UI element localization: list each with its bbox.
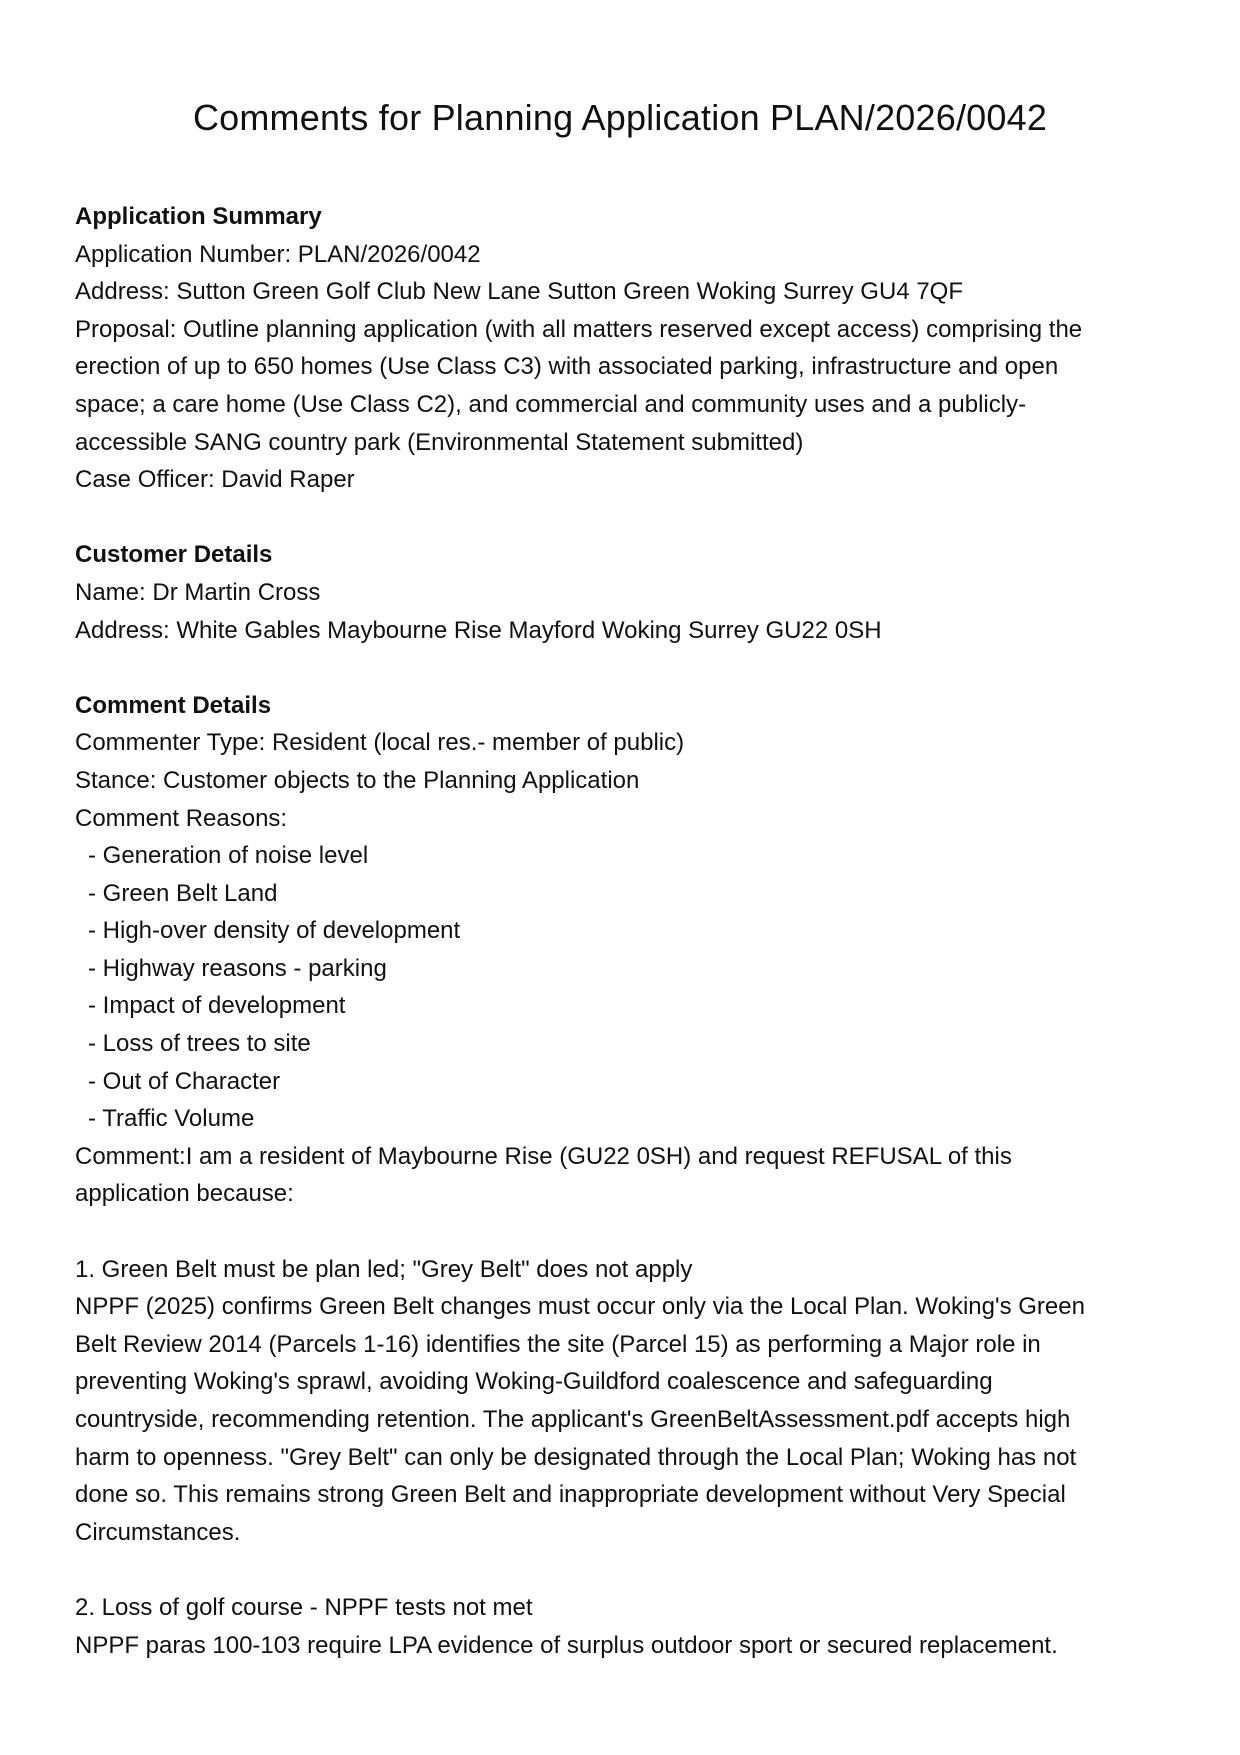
- section-spacer: [75, 649, 1175, 687]
- proposal-line: erection of up to 650 homes (Use Class C3) with associated parking, infrastructure and open: [75, 353, 1059, 381]
- document-body: [75, 198, 1175, 1664]
- comment-reasons-label: Comment Reasons:: [75, 804, 288, 832]
- commenter-type: Commenter Type: Resident (local res.- member of public): [75, 729, 685, 757]
- application-address: Address: Sutton Green Golf Club New Lane Sutton Green Woking Surrey GU4 7QF: [75, 278, 963, 306]
- customer-name: Name: Dr Martin Cross: [75, 578, 321, 606]
- list-item: - High-over density of development: [88, 917, 461, 945]
- comment-details-heading: Comment Details: [75, 691, 272, 719]
- point-1-line: countryside, recommending retention. The applicant's GreenBeltAssessment.pdf accepts high: [75, 1406, 1071, 1433]
- page-title: Comments for Planning Application PLAN/2026/0042: [192, 97, 1048, 138]
- application-summary-heading: Application Summary: [75, 203, 322, 230]
- section-spacer: [75, 499, 1175, 537]
- list-item: - Green Belt Land: [88, 879, 278, 907]
- proposal-line: accessible SANG country park (Environmental Statement submitted): [75, 428, 804, 456]
- list-item: - Highway reasons - parking: [88, 954, 387, 982]
- point-1-line: NPPF (2025) confirms Green Belt changes must occur only via the Local Plan. Woking's Green: [75, 1293, 1085, 1321]
- customer-address: Address: White Gables Maybourne Rise Mayford Woking Surrey GU22 0SH: [75, 616, 882, 644]
- comment-intro-line: Comment:I am a resident of Maybourne Rise (GU22 0SH) and request REFUSAL of this: [75, 1142, 1012, 1170]
- list-item: - Loss of trees to site: [88, 1030, 311, 1058]
- list-item: - Impact of development: [88, 992, 346, 1020]
- paragraph-spacer: [75, 1213, 1175, 1251]
- proposal-line: space; a care home (Use Class C2), and commercial and community uses and a publicly-: [75, 390, 1027, 418]
- application-summary-section: [75, 198, 1175, 499]
- customer-details-section: [75, 536, 1175, 649]
- list-item: - Generation of noise level: [88, 842, 369, 870]
- point-2-line: NPPF paras 100-103 require LPA evidence of surplus outdoor sport or secured replacement.: [75, 1631, 1058, 1659]
- list-item: - Traffic Volume: [88, 1105, 255, 1133]
- point-1-line: harm to openness. "Grey Belt" can only be designated through the Local Plan; Woking has not: [75, 1443, 1077, 1471]
- point-1-line: Belt Review 2014 (Parcels 1-16) identifies the site (Parcel 15) as performing a Major role in: [75, 1330, 1041, 1358]
- stance: Stance: Customer objects to the Planning Application: [75, 766, 640, 794]
- comment-details-section: [75, 687, 1175, 1664]
- point-1-line: Circumstances.: [75, 1518, 241, 1546]
- comment-reasons-list: [75, 837, 1175, 1138]
- list-item: - Out of Character: [88, 1067, 281, 1095]
- customer-details-heading: Customer Details: [75, 541, 273, 569]
- case-officer: Case Officer: David Raper: [75, 466, 355, 494]
- comment-intro-line: application because:: [75, 1180, 294, 1208]
- proposal-line: Proposal: Outline planning application (with all matters reserved except access) comprising the: [75, 315, 1083, 343]
- paragraph-spacer: [75, 1551, 1175, 1589]
- point-1-line: preventing Woking's sprawl, avoiding Woking-Guildford coalescence and safeguarding: [75, 1368, 993, 1396]
- application-number: Application Number: PLAN/2026/0042: [75, 240, 481, 268]
- point-1-heading: 1. Green Belt must be plan led; "Grey Belt" does not apply: [75, 1255, 693, 1283]
- point-1-line: done so. This remains strong Green Belt and inappropriate development without Very Special: [75, 1481, 1066, 1509]
- point-2-heading: 2. Loss of golf course - NPPF tests not met: [75, 1593, 533, 1621]
